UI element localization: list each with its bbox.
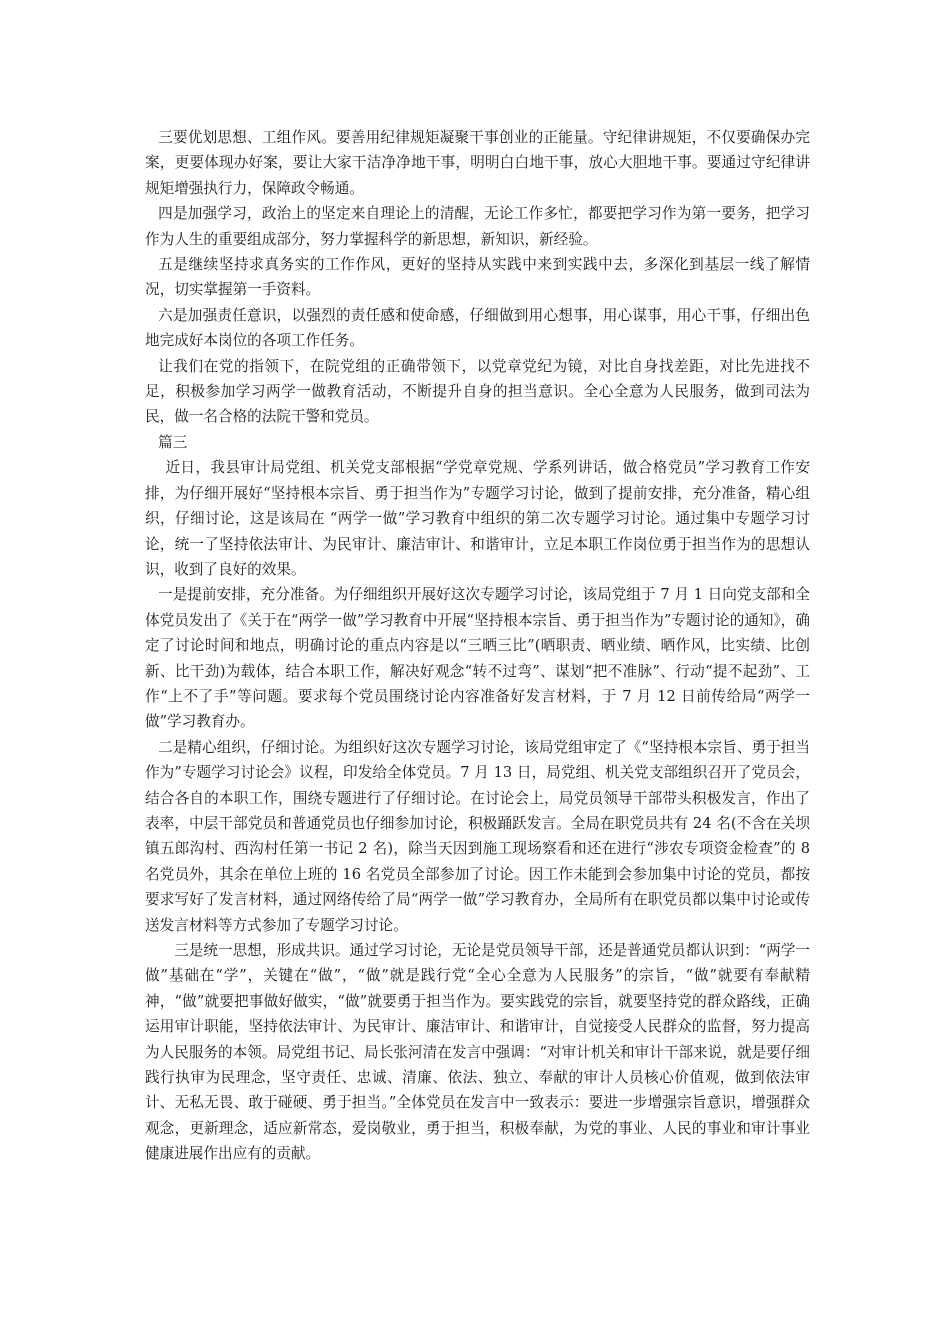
paragraph-work-style: 五是继续坚持求真务实的工作作风，更好的坚持从实践中来到实践中去，多深化到基层一线了解情况，切实掌握第一手资料。 [145,256,810,299]
paragraph-consensus: 三是统一思想，形成共识。通过学习讨论，无论是党员领导干部，还是普通党员都认识到：“两学一做”基础在“学”，关键在“做”，“做”就是践行党“全心全意为人民服务”的宗旨，“做”就要有奉献精神，“做”就要把事做好做实，“做”就要勇于担当作为。要实践党的宗旨，就要坚持党的群众路线，正确运用审计职能，坚持依法审计、为民审计、廉洁审计、和谐审计，自觉接受人民群众的监督，努力提高为人民服务的本领。局党组书记、局长张河清在发言中强调：“对审计机关和审计干部来说，就是要仔细践行执审为民理念，坚守责任、忠诚、清廉、依法、独立、奉献的审计人员核心价值观，做到依法审计、无私无畏、敢于碰硬、勇于担当。”全体党员在发言中一致表示：要进一步增强宗旨意识，增强群众观念，更新理念，适应新常态，爱岗敬业，勇于担当，积极奉献，为党的事业、人民的事业和审计事业健康进展作出应有的贡献。 [145,942,810,1163]
paragraph-intro: 近日，我县审计局党组、机关党支部根据“学党章党规、学系列讲话，做合格党员”学习教育工作安排，为仔细开展好“坚持根本宗旨、勇于担当作为”专题学习讨论，做到了提前安排，充分准备，精心组织，仔细讨论，这是该局在 “两学一做”学习教育中组织的第二次专题学习讨论。通过集中专题学习讨论，统一了坚持依法审计、为民审计、廉洁审计、和谐审计，立足本职工作岗位勇于担当作为的思想认识，收到了良好的效果。 [145,459,810,578]
paragraph-study: 四是加强学习，政治上的坚定来自理论上的清醒，无论工作多忙，都要把学习作为第一要务，把学习作为人生的重要组成部分，努力掌握科学的新思想，新知识，新经验。 [145,205,810,248]
paragraph-discipline: 三要优划思想、工组作风。要善用纪律规矩凝聚干事创业的正能量。守纪律讲规矩，不仅要确保办完案，更要体现办好案，要让大家干洁净净地干事，明明白白地干事，放心大胆地干事。要通过守纪律讲规矩增强执行力，保障政令畅通。 [145,129,810,197]
paragraph-responsibility: 六是加强责任意识，以强烈的责任感和使命感，仔细做到用心想事，用心谋事，用心干事，仔细出色地完成好本岗位的各项工作任务。 [145,306,810,350]
document-body [145,125,810,1167]
section-title: 篇三 [158,433,188,451]
paragraph-preparation: 一是提前安排，充分准备。为仔细组织开展好这次专题学习讨论，该局党组于 7 月 1 日向党支部和全体党员发出了《关于在“两学一做”学习教育中开展“坚持根本宗旨、勇于担当作为”专题讨论的通知》，确定了讨论时间和地点，明确讨论的重点内容是以“三晒三比”(晒职责、晒业绩、晒作风，比实绩、比创新、比干劲)为载体，结合本职工作，解决好观念“转不过弯”、谋划“把不准脉”、行动“提不起劲”、工作“上不了手”等问题。要求每个党员围绕讨论内容准备好发言材料，于 7 月 12 日前传给局“两学一做”学习教育办。 [145,586,810,731]
paragraph-conclusion: 让我们在党的指领下，在院党组的正确带领下，以党章党纪为镜，对比自身找差距，对比先进找不足，积极参加学习两学一做教育活动，不断提升自身的担当意识。全心全意为人民服务，做到司法为民，做一名合格的法院干警和党员。 [145,357,810,426]
paragraph-organization: 二是精心组织，仔细讨论。为组织好这次专题学习讨论，该局党组审定了《“坚持根本宗旨、勇于担当作为”专题学习讨论会》议程，印发给全体党员。7 月 13 日，局党组、机关党支部组织召开了党员会，结合各自的本职工作，围绕专题进行了仔细讨论。在讨论会上，局党员领导干部带头积极发言，作出了表率，中层干部党员和普通党员也仔细参加讨论，积极踊跃发言。全局在职党员共有 24 名(不含在关坝镇五郎沟村、西沟村任第一书记 2 名)，除当天因到施工现场察看和还在进行“涉农专项资金检查”的 8 名党员外，其余在单位上班的 16 名党员全部参加了讨论。因工作未能到会参加集中讨论的党员，都按要求写好了发言材料，通过网络传给了局“两学一做”学习教育办，全局所有在职党员都以集中讨论或传送发言材料等方式参加了专题学习讨论。 [145,738,810,934]
